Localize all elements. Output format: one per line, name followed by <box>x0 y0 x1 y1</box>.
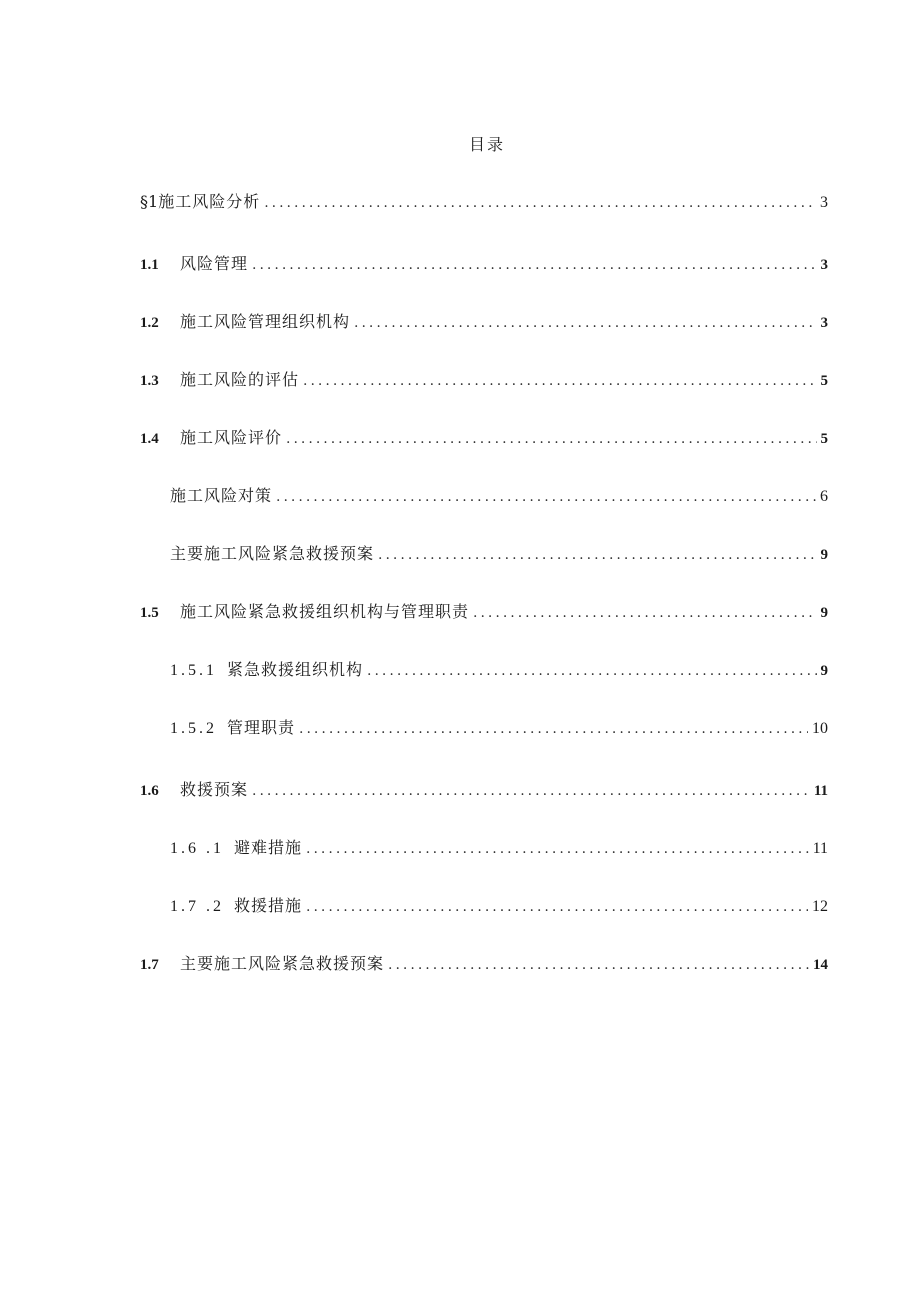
toc-entry[interactable] <box>140 778 828 802</box>
toc-entry-number: 1.7 .2 <box>170 898 224 915</box>
toc-entry[interactable] <box>140 190 828 214</box>
toc-entry[interactable] <box>170 716 828 740</box>
toc-entry[interactable] <box>170 658 828 682</box>
toc-entry-label: 施工风险对策 <box>170 486 273 505</box>
toc-entry[interactable] <box>140 426 828 450</box>
toc-entry-page: 11 <box>813 783 828 799</box>
toc-entry-label: 施工风险管理组织机构 <box>180 312 351 331</box>
toc-dot-leader <box>276 485 816 509</box>
toc-dot-leader <box>473 601 816 625</box>
toc-entry-page: 6 <box>820 488 828 505</box>
toc-entry-page: 5 <box>820 373 828 389</box>
toc-title: 目录 <box>468 135 505 154</box>
toc-entry-label: 救援措施 <box>234 896 303 915</box>
toc-dot-leader <box>252 779 810 803</box>
toc-entry[interactable] <box>140 952 828 976</box>
toc-entry[interactable] <box>170 836 828 860</box>
toc-entry-page: 9 <box>820 547 828 563</box>
toc-dot-leader <box>367 659 816 683</box>
toc-entry-page: 5 <box>820 431 828 447</box>
toc-entry-label: 避难措施 <box>234 838 303 857</box>
toc-entry[interactable] <box>140 310 828 334</box>
toc-entry-number: 1.4 <box>140 431 159 447</box>
toc-dot-leader <box>306 895 808 919</box>
toc-entry-label: 施工风险紧急救援组织机构与管理职责 <box>180 602 470 621</box>
toc-entry[interactable] <box>170 894 828 918</box>
toc-dot-leader <box>306 837 809 861</box>
toc-entry-number: 1.6 <box>140 783 159 799</box>
toc-entry-number: 1.5.2 <box>170 720 217 737</box>
toc-entry[interactable] <box>140 368 828 392</box>
toc-entry-page: 10 <box>812 720 828 737</box>
toc-dot-leader <box>354 311 816 335</box>
toc-entry-page: 3 <box>820 257 828 273</box>
toc-dot-leader <box>299 717 808 741</box>
toc-entry-label: 施工风险的评估 <box>180 370 300 389</box>
toc-entry-page: 9 <box>820 605 828 621</box>
toc-dot-leader <box>378 543 816 567</box>
toc-entry-number: 1.2 <box>140 315 159 331</box>
toc-entry-label: 紧急救援组织机构 <box>227 660 364 679</box>
toc-dot-leader <box>264 191 816 215</box>
toc-entry-number: 1.6 .1 <box>170 840 224 857</box>
toc-entry-page: 3 <box>820 194 828 211</box>
toc-dot-leader <box>388 953 809 977</box>
toc-entry-label: 施工风险评价 <box>180 428 283 447</box>
toc-entry-label: 管理职责 <box>227 718 296 737</box>
toc-entry-label: 风险管理 <box>180 254 249 273</box>
toc-entry-number: §1 <box>140 192 159 211</box>
toc-entry-number: 1.5 <box>140 605 159 621</box>
toc-entry-page: 12 <box>812 898 828 915</box>
toc-dot-leader <box>303 369 816 393</box>
toc-entry-number: 1.7 <box>140 957 159 973</box>
toc-dot-leader <box>286 427 816 451</box>
toc-entry-number: 1.1 <box>140 257 159 273</box>
toc-entry[interactable] <box>140 600 828 624</box>
toc-entry-page: 3 <box>820 315 828 331</box>
toc-entry-page: 14 <box>813 957 828 973</box>
toc-entry-label: 施工风险分析 <box>158 192 261 211</box>
toc-entry[interactable] <box>140 252 828 276</box>
toc-entry-page: 9 <box>820 663 828 679</box>
toc-entry-label: 主要施工风险紧急救援预案 <box>170 544 375 563</box>
toc-dot-leader <box>252 253 816 277</box>
toc-entry-label: 主要施工风险紧急救援预案 <box>180 954 385 973</box>
toc-entry[interactable] <box>170 542 828 566</box>
toc-entry-number: 1.5.1 <box>170 662 217 679</box>
toc-entry[interactable] <box>170 484 828 508</box>
toc-entry-label: 救援预案 <box>180 780 249 799</box>
toc-entry-number: 1.3 <box>140 373 159 389</box>
toc-entry-page: 11 <box>812 840 828 857</box>
